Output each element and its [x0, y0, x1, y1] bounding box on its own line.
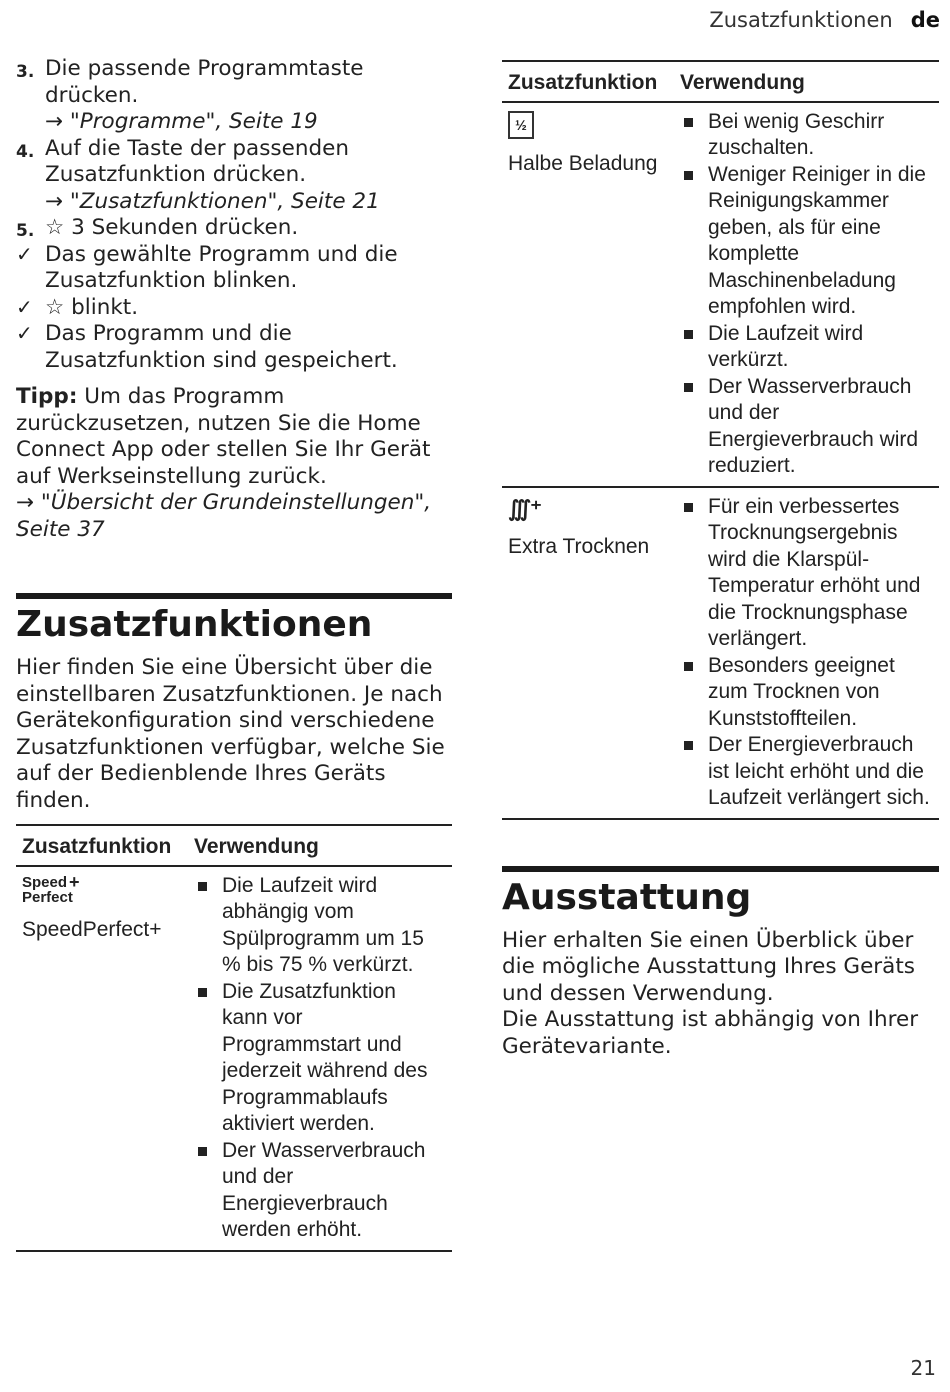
cross-reference: → "Zusatzfunktionen", Seite 21: [45, 188, 380, 214]
list-item: Der Wasserverbrauch und der Energieverbrauch werden erhöht.: [194, 1138, 446, 1244]
half-load-icon: ½: [508, 111, 534, 139]
list-item: Bei wenig Geschirr zuschalten.: [680, 109, 933, 162]
function-name: SpeedPerfect+: [22, 917, 162, 941]
tip-paragraph: [16, 384, 452, 543]
list-item: Der Wasserverbrauch und der Energieverbrauch wird reduziert.: [680, 374, 933, 480]
list-item: Die Zusatzfunktion kann vor Programmstart und jederzeit während des Programmablaufs aktiviert werden.: [194, 979, 446, 1138]
section-intro: [502, 928, 939, 1061]
table-row: [502, 487, 939, 819]
list-item: Die Laufzeit wird verkürzt.: [680, 321, 933, 374]
function-name: Extra Trocknen: [508, 535, 650, 558]
list-item: Die Laufzeit wird abhängig vom Spülprogramm um 15 % bis 75 % verkürzt.: [194, 873, 446, 979]
step-number: 4.: [16, 141, 35, 162]
result-text: Das Programm und die Zusatzfunktion sind gespeichert.: [45, 321, 398, 373]
column-header: Zusatzfunktion: [502, 61, 674, 102]
checkmark-icon: ✓: [16, 294, 33, 319]
column-header: Zusatzfunktion: [16, 825, 188, 866]
checkmark-icon: ✓: [16, 241, 33, 266]
usage-list: [680, 494, 933, 812]
speed-perfect-icon: Speed + Perfect: [22, 871, 80, 906]
section-heading-ausstattung: Ausstattung: [502, 866, 939, 920]
table-row: [502, 102, 939, 487]
usage-list: [194, 873, 446, 1244]
step-number: 3.: [16, 62, 35, 82]
column-header: Verwendung: [674, 61, 939, 102]
step-4: [16, 136, 452, 216]
list-item: Weniger Reiniger in die Reinigungskammer geben, als für eine komplette Maschinenbeladung empfohlen wird.: [680, 162, 933, 321]
intro-text: Die Ausstattung ist abhängig von Ihrer Gerätevariante.: [502, 1007, 919, 1059]
result-text: Das gewählte Programm und die Zusatzfunktion blinken.: [45, 241, 398, 293]
column-header: Verwendung: [188, 825, 452, 866]
list-item: Der Energieverbrauch ist leicht erhöht und die Laufzeit verlängert sich.: [680, 732, 933, 812]
tip-text: Um das Programm zurückzusetzen, nutzen Sie die Home Connect App oder stellen Sie Ihr Gerät auf Werkseinstellung zurück.: [16, 384, 431, 489]
usage-list: [680, 109, 933, 480]
function-name: Halbe Beladung: [508, 151, 658, 175]
right-column: [502, 60, 939, 1060]
result-text: ☆ blinkt.: [45, 294, 139, 320]
cross-reference: → "Programme", Seite 19: [45, 109, 318, 134]
extra-dry-icon: ∭⁺: [508, 495, 541, 521]
language-code: de: [910, 8, 940, 32]
step-text: Auf die Taste der passenden Zusatzfunktion drücken.: [45, 135, 349, 187]
result-1: [16, 242, 452, 295]
tip-label: Tipp:: [16, 384, 78, 409]
step-number: 5.: [16, 221, 35, 241]
step-5: [16, 215, 452, 242]
step-text: Die passende Programmtaste drücken.: [45, 56, 364, 108]
step-text: ☆ 3 Sekunden drücken.: [45, 215, 299, 240]
checkmark-icon: ✓: [16, 321, 33, 345]
left-column: [16, 56, 452, 1252]
list-item: Für ein verbessertes Trocknungsergebnis wird die Klarspül-Temperatur erhöht und die Trocknungsphase verlängert.: [680, 494, 933, 653]
list-item: Besonders geeignet zum Trocknen von Kunststoffteilen.: [680, 653, 933, 733]
cross-reference: → "Übersicht der Grundeinstellungen", Seite 37: [16, 490, 432, 542]
section-intro: Hier finden Sie eine Übersicht über die einstellbaren Zusatzfunktionen. Je nach Gerätekonfiguration sind verschiedene Zusatzfunktionen verfügbar, welche Sie auf der Bedienblende Ihres Geräts finden.: [16, 655, 445, 813]
page-number: 21: [910, 1356, 936, 1380]
intro-text: Hier erhalten Sie einen Überblick über die mögliche Ausstattung Ihres Geräts und dessen Verwendung.: [502, 927, 915, 1006]
result-2: [16, 295, 452, 322]
functions-table-left: [16, 824, 452, 1252]
section-heading-zusatzfunktionen: Zusatzfunktionen: [16, 593, 452, 647]
table-row: [16, 866, 452, 1251]
step-3: [16, 56, 452, 136]
result-3: [16, 321, 452, 374]
functions-table-right: [502, 60, 939, 820]
running-header: [709, 8, 940, 32]
header-title: Zusatzfunktionen: [709, 8, 893, 32]
